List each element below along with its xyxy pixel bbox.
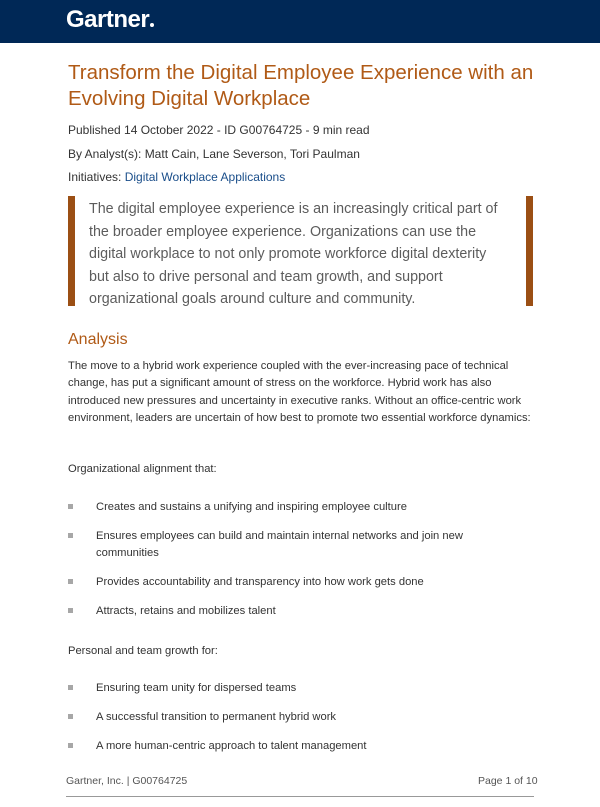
bullet-square-icon (68, 533, 73, 538)
page-title: Transform the Digital Employee Experience with an Evolving Digital Workplace (68, 61, 534, 110)
list-item-text: A successful transition to permanent hybrid work (96, 711, 337, 723)
bullet-square-icon (68, 504, 73, 509)
footer-page-number: Page 1 of 10 (478, 775, 538, 787)
published-line: Published 14 October 2022 - ID G00764725 - 9 min read (68, 123, 370, 137)
logo-text: Gartner (66, 6, 150, 33)
analysis-intro: The move to a hybrid work experience coupled with the ever-increasing pace of technical change, has put a significant amount of stress on the workforce. Hybrid work has also introduced new pressures and uncertainty in executive ranks. Without an office-centric work environment, leaders are uncertain of how best to promote two essential workforce dynamics: (68, 360, 531, 425)
list-item-text: A more human-centric approach to talent management (96, 740, 367, 752)
analysis-heading: Analysis (68, 331, 128, 348)
list-item-text: Provides accountability and transparency into how work gets done (96, 576, 424, 588)
growth-lead: Personal and team growth for: (68, 645, 218, 657)
bullet-square-icon (68, 608, 73, 613)
bullet-square-icon (68, 743, 73, 748)
list-item-text: Creates and sustains a unifying and inspiring employee culture (96, 501, 407, 513)
list-item-text: Ensures employees can build and maintain internal networks and join new communities (96, 530, 463, 560)
analysts-line: By Analyst(s): Matt Cain, Lane Severson, Tori Paulman (68, 147, 360, 161)
org-alignment-lead: Organizational alignment that: (68, 463, 217, 475)
bullet-square-icon (68, 579, 73, 584)
initiatives-link[interactable]: Digital Workplace Applications (124, 170, 286, 184)
summary-text: The digital employee experience is an increasingly critical part of the broader employee experience. Organizations can use the digital workplace to not only promote workforce digital dexterity but also to drive personal and team growth, and support organizational goals around culture and community. (89, 201, 498, 307)
list-item-text: Attracts, retains and mobilizes talent (96, 605, 276, 617)
initiatives-label: Initiatives: (68, 170, 125, 184)
initiatives-line (68, 170, 285, 184)
callout-bar-right (526, 196, 533, 306)
header-bar (0, 0, 600, 43)
bullet-square-icon (68, 714, 73, 719)
footer-divider (66, 796, 534, 797)
logo-dot-icon (150, 23, 154, 27)
callout-bar-left (68, 196, 75, 306)
footer-document-id: Gartner, Inc. | G00764725 (66, 775, 188, 787)
summary-callout (68, 196, 534, 306)
bullet-square-icon (68, 685, 73, 690)
list-item-text: Ensuring team unity for dispersed teams (96, 682, 297, 694)
gartner-logo[interactable] (66, 6, 154, 34)
